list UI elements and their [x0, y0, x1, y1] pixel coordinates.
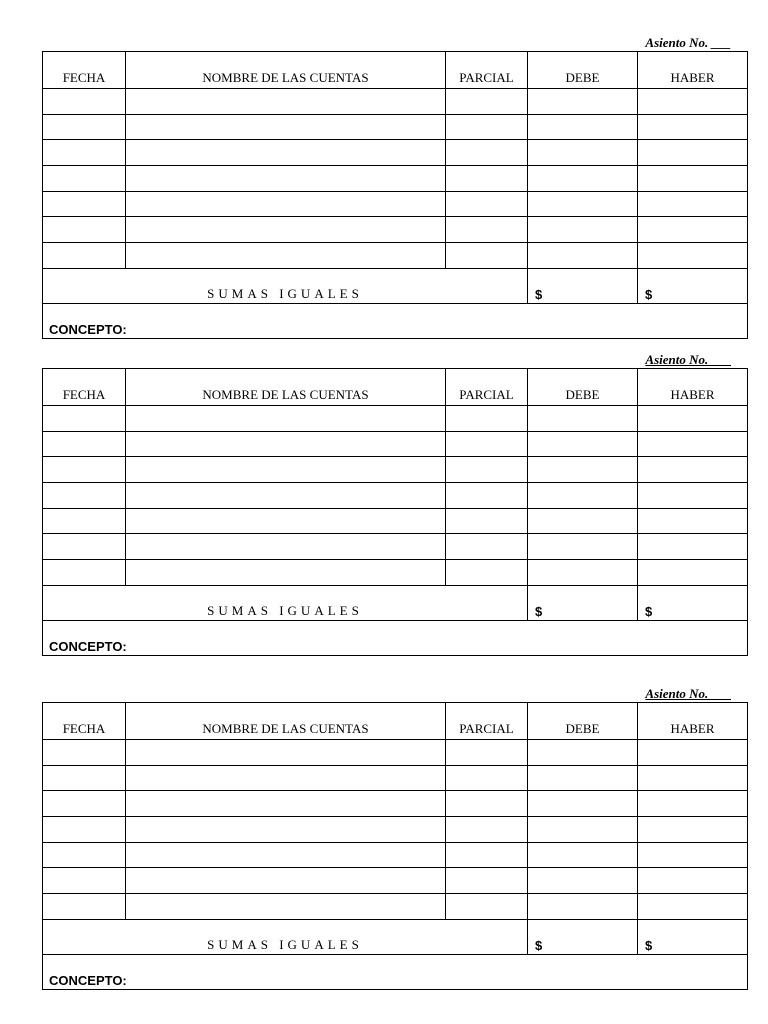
header-fecha: FECHA: [43, 52, 126, 89]
fecha-cell[interactable]: [43, 457, 126, 483]
fecha-cell[interactable]: [43, 508, 126, 534]
sumas-row: [43, 268, 748, 303]
debe-cell[interactable]: [528, 89, 638, 115]
nombre-cell[interactable]: [126, 791, 446, 817]
debe-cell[interactable]: [528, 791, 638, 817]
nombre-cell[interactable]: [126, 243, 446, 269]
haber-cell[interactable]: [638, 560, 748, 586]
table-row: [43, 483, 748, 509]
nombre-cell[interactable]: [126, 217, 446, 243]
parcial-cell[interactable]: [446, 842, 528, 868]
parcial-cell[interactable]: [446, 740, 528, 766]
nombre-cell[interactable]: [126, 817, 446, 843]
concepto-label[interactable]: CONCEPTO:: [43, 620, 748, 655]
parcial-cell[interactable]: [446, 243, 528, 269]
debe-cell[interactable]: [528, 431, 638, 457]
table-row: [43, 740, 748, 766]
sumas-iguales-label: SUMAS IGUALES: [43, 919, 528, 954]
sumas-row: [43, 919, 748, 954]
fecha-cell[interactable]: [43, 740, 126, 766]
concepto-row: [43, 303, 748, 338]
debe-cell[interactable]: [528, 842, 638, 868]
debe-cell[interactable]: [528, 140, 638, 166]
asiento-number: Asiento No. ___: [645, 35, 731, 50]
parcial-cell[interactable]: [446, 431, 528, 457]
concepto-row: [43, 954, 748, 989]
parcial-cell[interactable]: [446, 868, 528, 894]
ledger-table: [42, 368, 748, 656]
fecha-cell[interactable]: [43, 868, 126, 894]
debe-cell[interactable]: [528, 243, 638, 269]
header-parcial: PARCIAL: [446, 52, 528, 89]
header-nombre: NOMBRE DE LAS CUENTAS: [126, 52, 446, 89]
ledger-table: [42, 702, 748, 990]
table-row: [43, 140, 748, 166]
haber-cell[interactable]: [638, 431, 748, 457]
parcial-cell[interactable]: [446, 166, 528, 192]
parcial-cell[interactable]: [446, 217, 528, 243]
haber-cell[interactable]: [638, 191, 748, 217]
nombre-cell[interactable]: [126, 868, 446, 894]
haber-cell[interactable]: [638, 406, 748, 432]
table-row: [43, 817, 748, 843]
fecha-cell[interactable]: [43, 483, 126, 509]
fecha-cell[interactable]: [43, 534, 126, 560]
debe-cell[interactable]: [528, 740, 638, 766]
table-row: [43, 166, 748, 192]
haber-cell[interactable]: [638, 791, 748, 817]
debe-cell[interactable]: [528, 483, 638, 509]
table-row: [43, 431, 748, 457]
fecha-cell[interactable]: [43, 191, 126, 217]
table-row: [43, 457, 748, 483]
debe-cell[interactable]: [528, 817, 638, 843]
ledger-table: [42, 51, 748, 339]
header-parcial: PARCIAL: [446, 369, 528, 406]
nombre-cell[interactable]: [126, 894, 446, 920]
header-nombre: NOMBRE DE LAS CUENTAS: [126, 369, 446, 406]
nombre-cell[interactable]: [126, 166, 446, 192]
header-parcial: PARCIAL: [446, 703, 528, 740]
header-row: [43, 703, 748, 740]
haber-cell[interactable]: [638, 740, 748, 766]
nombre-cell[interactable]: [126, 89, 446, 115]
header-nombre: NOMBRE DE LAS CUENTAS: [126, 703, 446, 740]
table-row: [43, 894, 748, 920]
debe-cell[interactable]: [528, 457, 638, 483]
header-haber: HABER: [638, 703, 748, 740]
debe-total[interactable]: $: [528, 585, 638, 620]
concepto-label[interactable]: CONCEPTO:: [43, 303, 748, 338]
header-haber: HABER: [638, 369, 748, 406]
debe-cell[interactable]: [528, 191, 638, 217]
haber-total[interactable]: $: [638, 919, 748, 954]
fecha-cell[interactable]: [43, 431, 126, 457]
haber-cell[interactable]: [638, 457, 748, 483]
debe-cell[interactable]: [528, 406, 638, 432]
sumas-iguales-label: SUMAS IGUALES: [43, 585, 528, 620]
debe-cell[interactable]: [528, 868, 638, 894]
header-haber: HABER: [638, 52, 748, 89]
fecha-cell[interactable]: [43, 894, 126, 920]
haber-cell[interactable]: [638, 243, 748, 269]
table-row: [43, 508, 748, 534]
debe-cell[interactable]: [528, 114, 638, 140]
fecha-cell[interactable]: [43, 114, 126, 140]
table-row: [43, 406, 748, 432]
parcial-cell[interactable]: [446, 114, 528, 140]
fecha-cell[interactable]: [43, 791, 126, 817]
haber-cell[interactable]: [638, 483, 748, 509]
asiento-number: Asiento No. ___: [645, 352, 731, 367]
table-row: [43, 842, 748, 868]
parcial-cell[interactable]: [446, 508, 528, 534]
haber-cell[interactable]: [638, 842, 748, 868]
table-row: [43, 89, 748, 115]
haber-cell[interactable]: [638, 114, 748, 140]
fecha-cell[interactable]: [43, 842, 126, 868]
header-debe: DEBE: [528, 369, 638, 406]
debe-total[interactable]: $: [528, 919, 638, 954]
parcial-cell[interactable]: [446, 191, 528, 217]
nombre-cell[interactable]: [126, 406, 446, 432]
fecha-cell[interactable]: [43, 406, 126, 432]
nombre-cell[interactable]: [126, 508, 446, 534]
table-row: [43, 765, 748, 791]
header-debe: DEBE: [528, 703, 638, 740]
haber-cell[interactable]: [638, 894, 748, 920]
parcial-cell[interactable]: [446, 894, 528, 920]
haber-total[interactable]: $: [638, 268, 748, 303]
header-fecha: FECHA: [43, 703, 126, 740]
fecha-cell[interactable]: [43, 817, 126, 843]
table-row: [43, 243, 748, 269]
asiento-number: Asiento No. ___: [645, 686, 731, 701]
haber-cell[interactable]: [638, 508, 748, 534]
fecha-cell[interactable]: [43, 89, 126, 115]
debe-cell[interactable]: [528, 217, 638, 243]
fecha-cell[interactable]: [43, 765, 126, 791]
haber-cell[interactable]: [638, 765, 748, 791]
parcial-cell[interactable]: [446, 140, 528, 166]
parcial-cell[interactable]: [446, 817, 528, 843]
parcial-cell[interactable]: [446, 765, 528, 791]
nombre-cell[interactable]: [126, 534, 446, 560]
fecha-cell[interactable]: [43, 140, 126, 166]
nombre-cell[interactable]: [126, 191, 446, 217]
nombre-cell[interactable]: [126, 765, 446, 791]
debe-cell[interactable]: [528, 894, 638, 920]
haber-cell[interactable]: [638, 140, 748, 166]
debe-cell[interactable]: [528, 166, 638, 192]
parcial-cell[interactable]: [446, 457, 528, 483]
nombre-cell[interactable]: [126, 457, 446, 483]
haber-cell[interactable]: [638, 534, 748, 560]
table-row: [43, 191, 748, 217]
parcial-cell[interactable]: [446, 483, 528, 509]
debe-cell[interactable]: [528, 508, 638, 534]
parcial-cell[interactable]: [446, 406, 528, 432]
header-debe: DEBE: [528, 52, 638, 89]
debe-total[interactable]: $: [528, 268, 638, 303]
table-row: [43, 868, 748, 894]
header-row: [43, 52, 748, 89]
parcial-cell[interactable]: [446, 560, 528, 586]
parcial-cell[interactable]: [446, 534, 528, 560]
nombre-cell[interactable]: [126, 560, 446, 586]
parcial-cell[interactable]: [446, 791, 528, 817]
sumas-row: [43, 585, 748, 620]
fecha-cell[interactable]: [43, 560, 126, 586]
table-row: [43, 534, 748, 560]
haber-total[interactable]: $: [638, 585, 748, 620]
haber-cell[interactable]: [638, 89, 748, 115]
haber-cell[interactable]: [638, 217, 748, 243]
nombre-cell[interactable]: [126, 740, 446, 766]
header-row: [43, 369, 748, 406]
concepto-label[interactable]: CONCEPTO:: [43, 954, 748, 989]
parcial-cell[interactable]: [446, 89, 528, 115]
fecha-cell[interactable]: [43, 243, 126, 269]
debe-cell[interactable]: [528, 534, 638, 560]
sumas-iguales-label: SUMAS IGUALES: [43, 268, 528, 303]
nombre-cell[interactable]: [126, 842, 446, 868]
debe-cell[interactable]: [528, 765, 638, 791]
table-row: [43, 217, 748, 243]
table-row: [43, 560, 748, 586]
nombre-cell[interactable]: [126, 483, 446, 509]
nombre-cell[interactable]: [126, 431, 446, 457]
header-fecha: FECHA: [43, 369, 126, 406]
fecha-cell[interactable]: [43, 217, 126, 243]
table-row: [43, 114, 748, 140]
concepto-row: [43, 620, 748, 655]
table-row: [43, 791, 748, 817]
nombre-cell[interactable]: [126, 114, 446, 140]
haber-cell[interactable]: [638, 868, 748, 894]
haber-cell[interactable]: [638, 166, 748, 192]
fecha-cell[interactable]: [43, 166, 126, 192]
debe-cell[interactable]: [528, 560, 638, 586]
nombre-cell[interactable]: [126, 140, 446, 166]
haber-cell[interactable]: [638, 817, 748, 843]
